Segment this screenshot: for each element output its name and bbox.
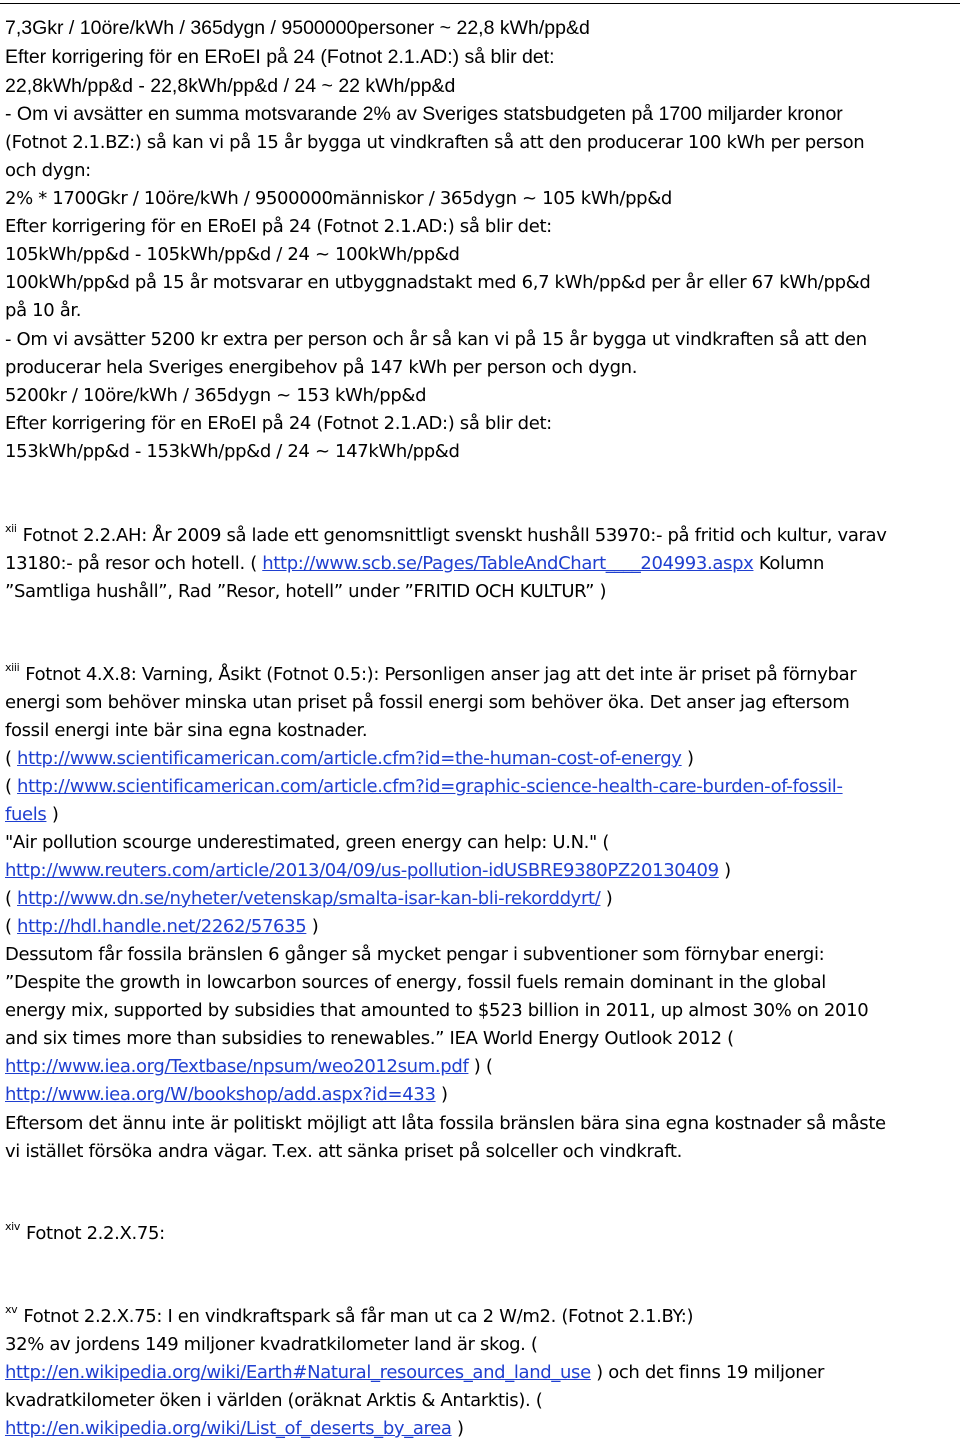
- footnote-link[interactable]: http://www.iea.org/Textbase/npsum/weo2012sum.pdf: [5, 1056, 469, 1077]
- body-line: Efter korrigering för en ERoEI på 24 (Fotnot 2.1.AD:) så blir det:: [5, 413, 552, 434]
- footnote-xiii-line: and six times more than subsidies to renewables.” IEA World Energy Outlook 2012 (: [5, 1028, 734, 1049]
- body-line: Efter korrigering för en ERoEI på 24 (Fotnot 2.1.AD:) så blir det:: [5, 216, 552, 237]
- footnote-xiii-line: fossil energi inte bär sina egna kostnader.: [5, 720, 368, 741]
- footnote-xiii-line: [5, 913, 318, 941]
- body-line: 153kWh/pp&d - 153kWh/pp&d / 24 ~ 147kWh/pp&d: [5, 441, 460, 462]
- paren-open: (: [5, 888, 18, 909]
- paren-close: ): [46, 804, 59, 825]
- footnote-link[interactable]: http://www.dn.se/nyheter/vetenskap/smalta-isar-kan-bli-rekorddyrt/: [17, 888, 601, 909]
- calc-line: 7,3Gkr / 10öre/kWh / 365dygn / 9500000personer ~ 22,8 kWh/pp&d: [5, 17, 590, 39]
- footnote-xiii-line: [5, 857, 731, 885]
- footnote-link[interactable]: http://www.scb.se/Pages/TableAndChart____204993.aspx: [262, 553, 754, 574]
- footnote-xiii-line: [5, 885, 612, 913]
- footnote-text: Fotnot 4.X.8: Varning, Åsikt (Fotnot 0.5:): Personligen anser jag att det inte är priset på förnybar: [25, 664, 857, 685]
- footnote-xv-line: kvadratkilometer öken i världen (oräknat Arktis & Antarktis). (: [5, 1390, 543, 1411]
- footnote-text: 13180:- på resor och hotell. (: [5, 553, 263, 574]
- footnote-xiii-line: Eftersom det ännu inte är politiskt möjligt att låta fossila bränslen bära sina egna kostnader så måste: [5, 1113, 886, 1134]
- body-line: 105kWh/pp&d - 105kWh/pp&d / 24 ~ 100kWh/pp&d: [5, 244, 460, 265]
- paren-close: ): [718, 860, 731, 881]
- footnote-text: Fotnot 2.2.X.75:: [26, 1223, 165, 1244]
- footnote-xii-line: [5, 522, 887, 550]
- footnote-xii-line: ”Samtliga hushåll”, Rad ”Resor, hotell” under ”FRITID OCH KULTUR” ): [5, 581, 607, 602]
- footnote-link[interactable]: fuels: [5, 804, 47, 825]
- paren-close: ): [681, 748, 694, 769]
- footnote-xiv-line: [5, 1220, 165, 1248]
- footnote-xv-line: [5, 1303, 693, 1331]
- body-line: 5200kr / 10öre/kWh / 365dygn ~ 153 kWh/pp&d: [5, 385, 427, 406]
- body-line: producerar hela Sveriges energibehov på 147 kWh per person och dygn.: [5, 357, 638, 378]
- footnote-xv-line: 32% av jordens 149 miljoner kvadratkilometer land är skog. (: [5, 1334, 538, 1355]
- top-rule: [0, 3, 960, 4]
- footnote-link[interactable]: http://hdl.handle.net/2262/57635: [17, 916, 307, 937]
- footnote-link[interactable]: http://en.wikipedia.org/wiki/Earth#Natural_resources_and_land_use: [5, 1362, 591, 1383]
- paren-close: ): [306, 916, 319, 937]
- footnote-marker: xiv: [5, 1220, 21, 1233]
- footnote-marker: xv: [5, 1303, 18, 1316]
- paren-close: ): [600, 888, 613, 909]
- footnote-xiii-line: [5, 1081, 448, 1109]
- footnote-link[interactable]: http://www.scientificamerican.com/article.cfm?id=the-human-cost-of-energy: [17, 748, 682, 769]
- body-line: på 10 år.: [5, 300, 82, 321]
- footnote-marker: xii: [5, 522, 17, 535]
- calc-line: 22,8kWh/pp&d - 22,8kWh/pp&d / 24 ~ 22 kWh/pp&d: [5, 75, 456, 97]
- footnote-marker: xiii: [5, 661, 20, 674]
- footnote-xiii-line: [5, 661, 856, 689]
- footnote-text: ) (: [468, 1056, 493, 1077]
- paren-open: (: [5, 916, 18, 937]
- paren-open: (: [5, 776, 18, 797]
- footnote-link[interactable]: http://www.iea.org/W/bookshop/add.aspx?id=433: [5, 1084, 436, 1105]
- footnote-link[interactable]: http://www.scientificamerican.com/article.cfm?id=graphic-science-health-care-burden-of-fossil-: [17, 776, 843, 797]
- body-line: 100kWh/pp&d på 15 år motsvarar en utbyggnadstakt med 6,7 kWh/pp&d per år eller 67 kWh/pp&d: [5, 272, 871, 293]
- footnote-xii-line: [5, 550, 824, 578]
- footnote-text: Fotnot 2.2.AH: År 2009 så lade ett genomsnittligt svenskt hushåll 53970:- på fritid och kultur, varav: [22, 525, 887, 546]
- footnote-text: Kolumn: [753, 553, 825, 574]
- footnote-xiii-line: "Air pollution scourge underestimated, green energy can help: U.N." (: [5, 832, 610, 853]
- footnote-xv-line: [5, 1359, 824, 1387]
- footnote-xiii-line: energy mix, supported by subsidies that amounted to $523 billion in 2011, up almost 30% on 2010: [5, 1000, 869, 1021]
- footnote-xiii-line: vi istället försöka andra vägar. T.ex. att sänka priset på solceller och vindkraft.: [5, 1141, 682, 1162]
- footnote-link[interactable]: http://en.wikipedia.org/wiki/List_of_deserts_by_area: [5, 1418, 452, 1439]
- footnote-xiii-line: Dessutom får fossila bränslen 6 gånger så mycket pengar i subventioner som förnybar energi:: [5, 944, 825, 965]
- footnote-xv-line: [5, 1415, 464, 1443]
- paren-close: ): [451, 1418, 464, 1439]
- calc-line: - Om vi avsätter en summa motsvarande 2% av Sveriges statsbudgeten på 1700 miljarder kronor: [5, 103, 843, 125]
- footnote-xiii-line: ”Despite the growth in lowcarbon sources of energy, fossil fuels remain dominant in the global: [5, 972, 826, 993]
- footnote-text: ) och det finns 19 miljoner: [590, 1362, 825, 1383]
- calc-line: Efter korrigering för en ERoEI på 24 (Fotnot 2.1.AD:) så blir det:: [5, 46, 555, 68]
- body-line: (Fotnot 2.1.BZ:) så kan vi på 15 år bygga ut vindkraften så att den producerar 100 kWh per person: [5, 132, 865, 153]
- body-line: och dygn:: [5, 160, 91, 181]
- footnote-xiii-line: [5, 745, 694, 773]
- footnote-xiii-line: [5, 1053, 493, 1081]
- footnote-xiii-line: energi som behöver minska utan priset på fossil energi som behöver öka. Det anser jag eftersom: [5, 692, 850, 713]
- footnote-xiii-line: [5, 773, 843, 801]
- paren-close: ): [435, 1084, 448, 1105]
- footnote-text: Fotnot 2.2.X.75: I en vindkraftspark så får man ut ca 2 W/m2. (Fotnot 2.1.BY:): [23, 1306, 694, 1327]
- body-line: 2% * 1700Gkr / 10öre/kWh / 9500000människor / 365dygn ~ 105 kWh/pp&d: [5, 188, 672, 209]
- footnote-xiii-line: [5, 801, 59, 829]
- body-line: - Om vi avsätter 5200 kr extra per person och år så kan vi på 15 år bygga ut vindkraften så att den: [5, 329, 867, 350]
- paren-open: (: [5, 748, 18, 769]
- footnote-link[interactable]: http://www.reuters.com/article/2013/04/09/us-pollution-idUSBRE9380PZ20130409: [5, 860, 719, 881]
